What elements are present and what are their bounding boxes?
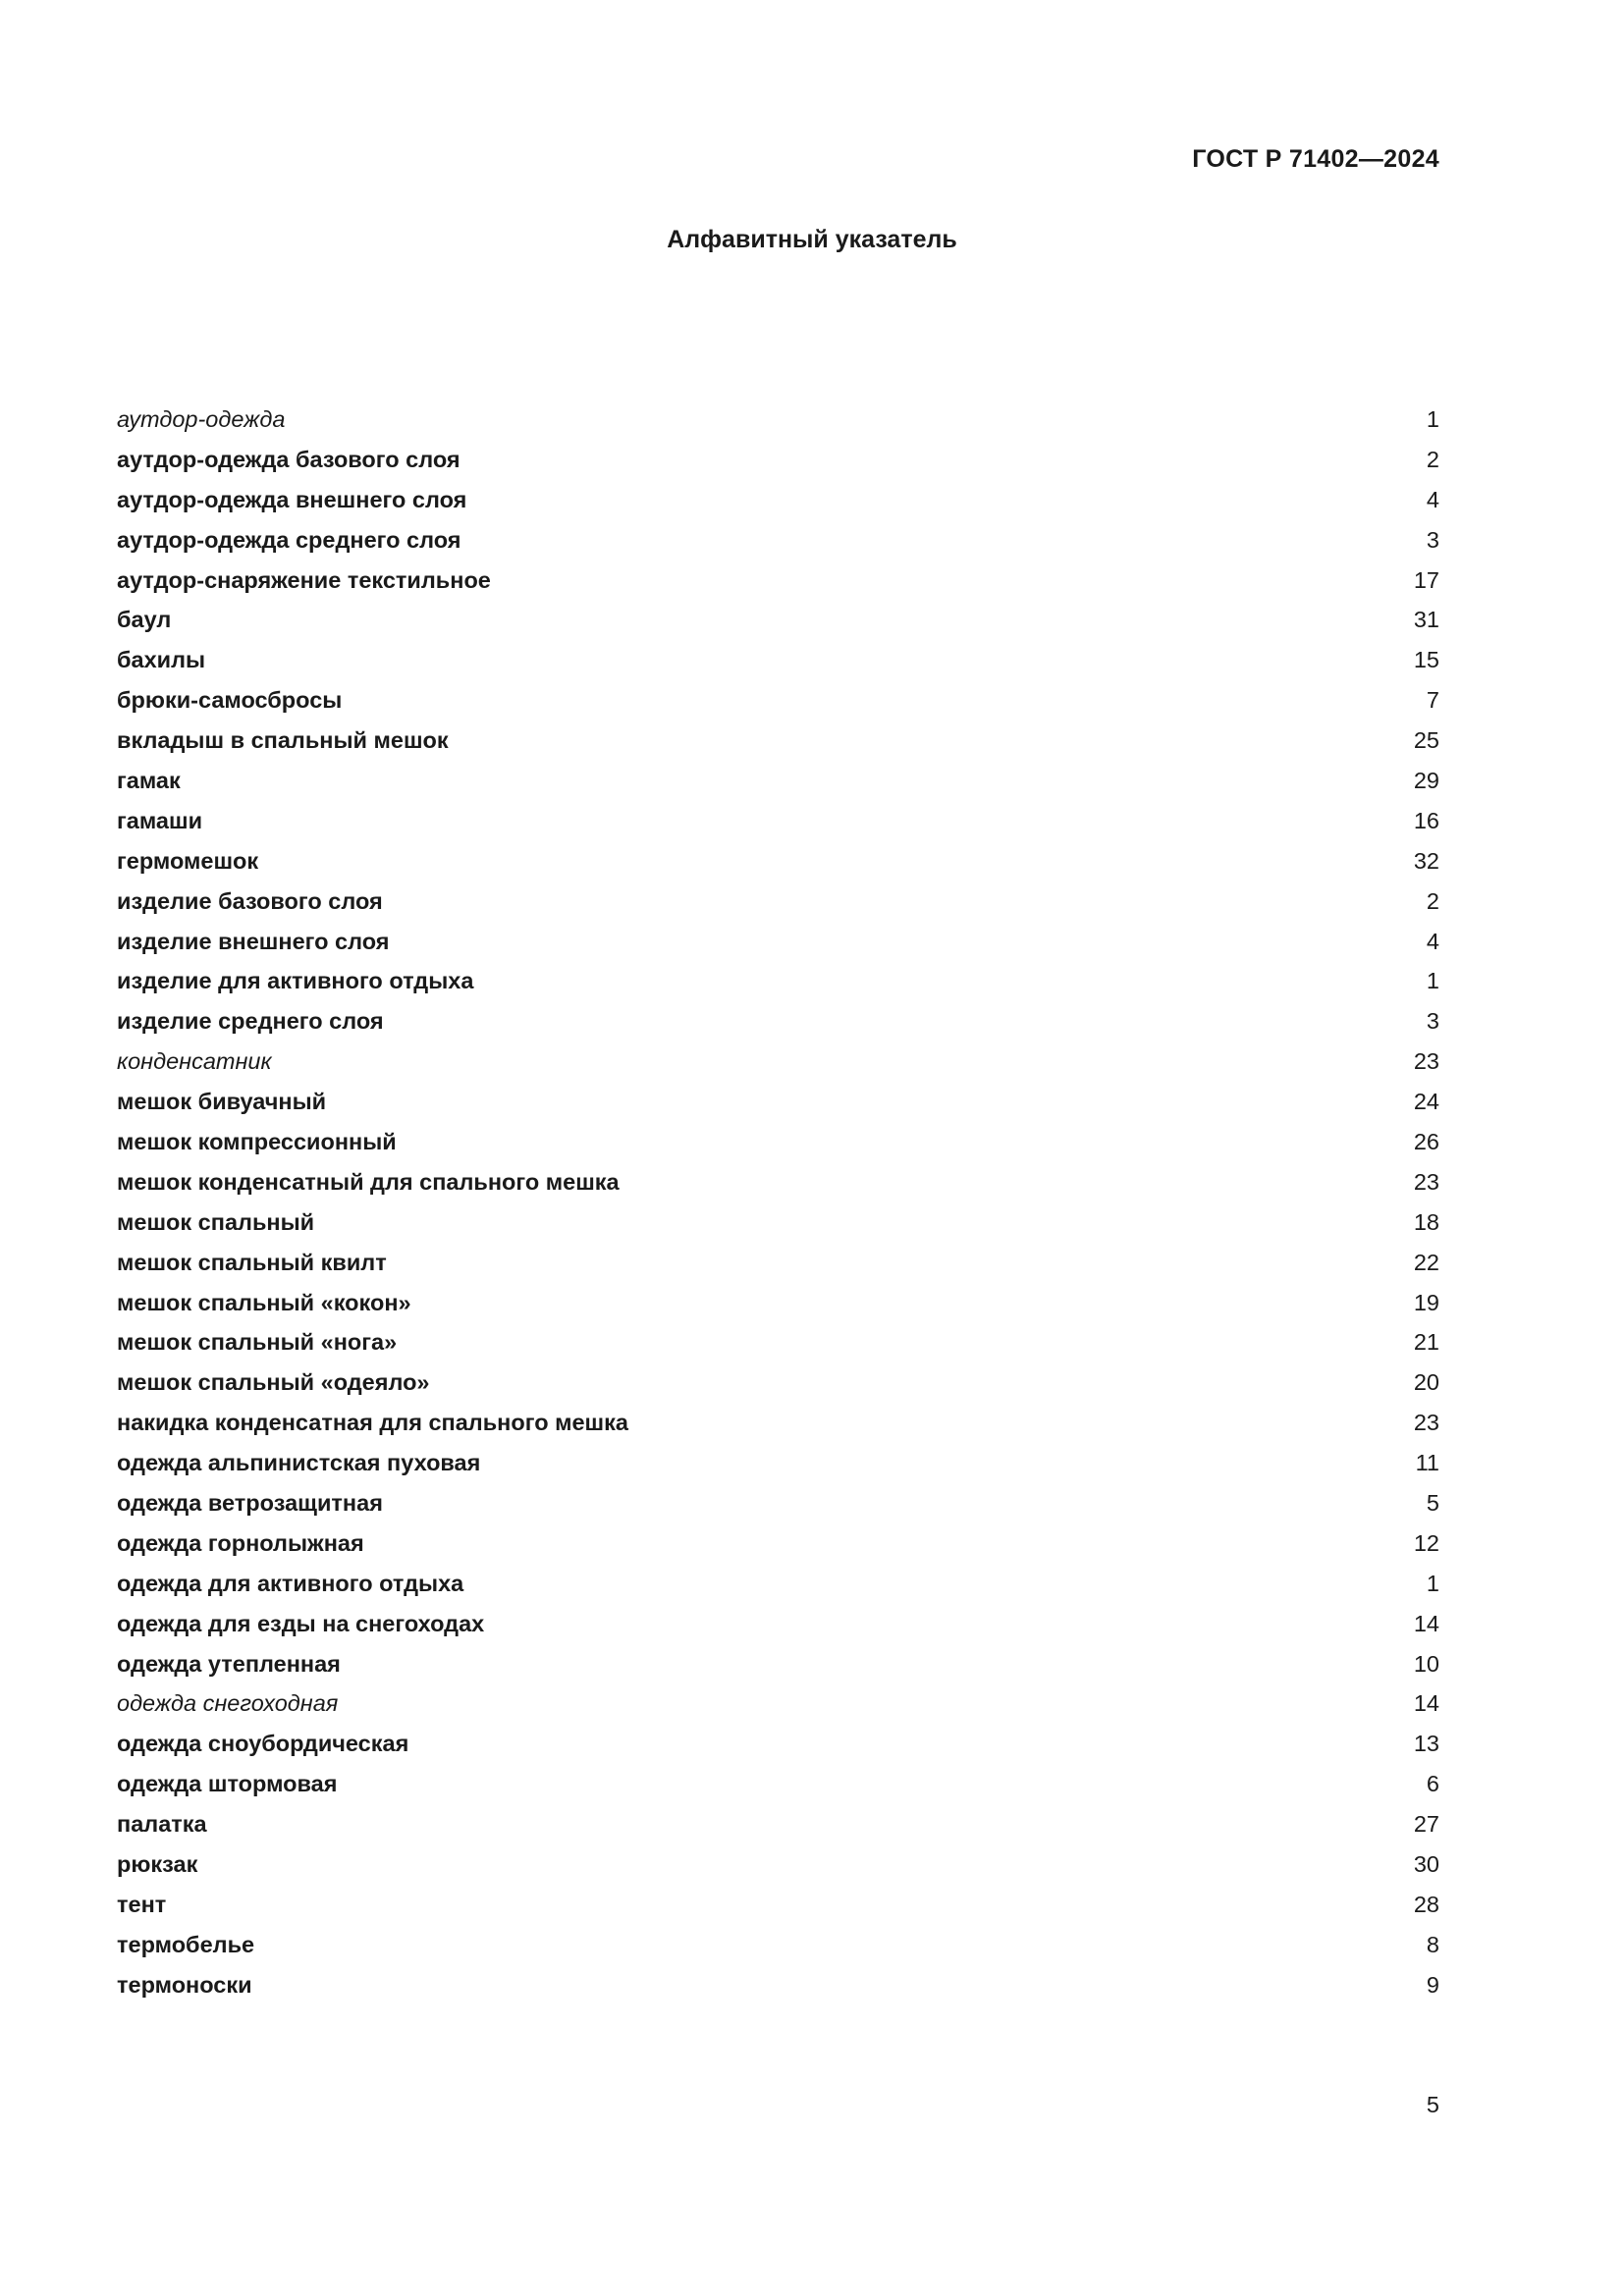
index-entry [117, 1483, 1439, 1523]
index-page-ref: 13 [1413, 1731, 1439, 1757]
index-page-ref: 29 [1413, 767, 1439, 793]
index-term: изделие базового слоя [117, 887, 383, 914]
index-entry [117, 1362, 1439, 1403]
index-page-ref: 4 [1426, 486, 1439, 512]
index-page-ref: 9 [1426, 1971, 1439, 1998]
index-term: одежда снегоходная [117, 1690, 339, 1717]
index-entry [117, 1684, 1439, 1725]
index-term: изделие внешнего слоя [117, 928, 390, 954]
index-entry [117, 881, 1439, 922]
index-term: гамак [117, 767, 181, 793]
index-term: рюкзак [117, 1851, 198, 1877]
index-page-ref: 3 [1426, 1008, 1439, 1035]
index-title: Алфавитный указатель [667, 226, 957, 253]
index-entry [117, 640, 1439, 680]
index-term: конденсатник [117, 1048, 272, 1075]
index-entry [117, 600, 1439, 640]
index-term: бахилы [117, 647, 206, 673]
index-term: палатка [117, 1811, 207, 1838]
index-entry [117, 1804, 1439, 1844]
index-term: мешок конденсатный для спального мешка [117, 1168, 620, 1195]
index-page-ref: 1 [1426, 1570, 1439, 1596]
index-page-ref: 24 [1413, 1089, 1439, 1115]
index-entry [117, 801, 1439, 841]
index-term: гермомешок [117, 847, 259, 874]
index-term: мешок спальный [117, 1208, 315, 1235]
index-term: изделие среднего слоя [117, 1008, 384, 1035]
index-page-ref: 21 [1413, 1329, 1439, 1356]
index-entry [117, 1322, 1439, 1362]
index-entry [117, 1082, 1439, 1122]
index-term: одежда штормовая [117, 1771, 338, 1797]
index-term: тент [117, 1891, 167, 1917]
index-term: накидка конденсатная для спального мешка [117, 1410, 628, 1436]
index-page-ref: 18 [1413, 1208, 1439, 1235]
document-code: ГОСТ Р 71402—2024 [1192, 145, 1439, 173]
index-entry [117, 680, 1439, 721]
index-page-ref: 10 [1413, 1650, 1439, 1677]
index-entry [117, 1283, 1439, 1323]
index-term: одежда ветрозащитная [117, 1489, 383, 1516]
index-entry [117, 961, 1439, 1001]
index-term: баул [117, 607, 172, 633]
index-entry [117, 1523, 1439, 1564]
index-entry [117, 1001, 1439, 1041]
index-entry [117, 561, 1439, 601]
index-entry [117, 1604, 1439, 1644]
index-page-ref: 3 [1426, 526, 1439, 553]
index-page-ref: 7 [1426, 687, 1439, 714]
index-term: вкладыш в спальный мешок [117, 727, 449, 754]
index-term: мешок спальный «кокон» [117, 1289, 411, 1315]
index-term: аутдор-снаряжение текстильное [117, 566, 491, 593]
index-entry [117, 761, 1439, 801]
index-entry [117, 400, 1439, 440]
index-page-ref: 26 [1413, 1128, 1439, 1154]
index-page-ref: 14 [1413, 1690, 1439, 1717]
index-entry [117, 1243, 1439, 1283]
index-entry [117, 1202, 1439, 1243]
index-page-ref: 1 [1426, 405, 1439, 432]
index-page-ref: 30 [1413, 1851, 1439, 1877]
index-entry [117, 1403, 1439, 1443]
index-page-ref: 12 [1413, 1529, 1439, 1556]
index-term: аутдор-одежда базового слоя [117, 446, 460, 472]
index-page-ref: 23 [1413, 1168, 1439, 1195]
index-page-ref: 15 [1413, 647, 1439, 673]
index-page-ref: 4 [1426, 928, 1439, 954]
index-entry [117, 1564, 1439, 1604]
index-term: одежда для езды на снегоходах [117, 1610, 485, 1636]
index-term: одежда для активного отдыха [117, 1570, 464, 1596]
index-entry [117, 480, 1439, 520]
index-term: мешок компрессионный [117, 1128, 397, 1154]
index-entry [117, 922, 1439, 962]
index-entry [117, 1122, 1439, 1162]
index-page-ref: 2 [1426, 887, 1439, 914]
index-page-ref: 14 [1413, 1610, 1439, 1636]
index-entry [117, 1724, 1439, 1764]
index-entry [117, 1925, 1439, 1965]
index-entry [117, 1162, 1439, 1202]
index-term: мешок спальный квилт [117, 1249, 387, 1275]
index-entry [117, 520, 1439, 561]
index-term: одежда горнолыжная [117, 1529, 364, 1556]
index-page-ref: 8 [1426, 1931, 1439, 1957]
alphabetical-index [117, 400, 1439, 2005]
index-term: одежда альпинистская пуховая [117, 1450, 481, 1476]
index-entry [117, 440, 1439, 480]
index-page-ref: 20 [1413, 1369, 1439, 1396]
index-entry [117, 1844, 1439, 1885]
index-page-ref: 23 [1413, 1410, 1439, 1436]
index-page-ref: 19 [1413, 1289, 1439, 1315]
index-term: мешок бивуачный [117, 1089, 327, 1115]
index-page-ref: 22 [1413, 1249, 1439, 1275]
index-entry [117, 841, 1439, 881]
index-page-ref: 25 [1413, 727, 1439, 754]
index-page-ref: 31 [1413, 607, 1439, 633]
index-term: изделие для активного отдыха [117, 968, 474, 994]
index-term: аутдор-одежда среднего слоя [117, 526, 461, 553]
index-page-ref: 2 [1426, 446, 1439, 472]
index-page-ref: 32 [1413, 847, 1439, 874]
index-term: аутдор-одежда [117, 405, 286, 432]
index-term: гамаши [117, 807, 203, 833]
index-term: мешок спальный «нога» [117, 1329, 398, 1356]
index-page-ref: 6 [1426, 1771, 1439, 1797]
index-page-ref: 11 [1415, 1450, 1439, 1476]
index-page-ref: 28 [1413, 1891, 1439, 1917]
index-page-ref: 17 [1413, 566, 1439, 593]
index-term: одежда сноубордическая [117, 1731, 409, 1757]
index-term: термоноски [117, 1971, 252, 1998]
index-term: аутдор-одежда внешнего слоя [117, 486, 467, 512]
index-term: термобелье [117, 1931, 255, 1957]
index-entry [117, 1644, 1439, 1684]
index-page-ref: 1 [1426, 968, 1439, 994]
index-page-ref: 5 [1426, 1489, 1439, 1516]
index-term: одежда утепленная [117, 1650, 341, 1677]
page-number: 5 [1426, 2092, 1439, 2117]
index-entry [117, 1443, 1439, 1483]
index-page-ref: 23 [1413, 1048, 1439, 1075]
index-entry [117, 721, 1439, 761]
index-entry [117, 1965, 1439, 2005]
index-term: брюки-самосбросы [117, 687, 343, 714]
index-entry [117, 1764, 1439, 1804]
index-page-ref: 27 [1413, 1811, 1439, 1838]
index-entry [117, 1041, 1439, 1082]
index-entry [117, 1885, 1439, 1925]
index-term: мешок спальный «одеяло» [117, 1369, 430, 1396]
index-page-ref: 16 [1413, 807, 1439, 833]
